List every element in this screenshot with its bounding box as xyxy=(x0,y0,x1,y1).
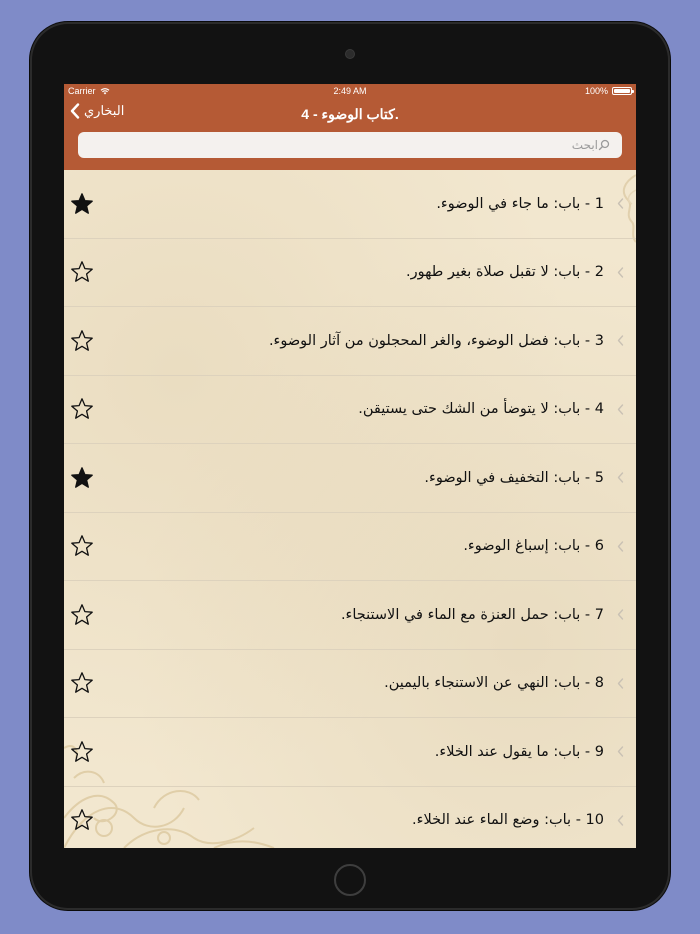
star-outline-icon[interactable] xyxy=(70,808,94,832)
chevron-left-icon xyxy=(617,678,624,689)
list-item-3[interactable] xyxy=(64,307,636,376)
chevron-left-icon xyxy=(617,609,624,620)
front-camera xyxy=(345,49,355,59)
list-item-1[interactable] xyxy=(64,170,636,239)
list-item-8[interactable] xyxy=(64,650,636,719)
list-item-10[interactable] xyxy=(64,787,636,849)
list-item-label: 3 - باب: فضل الوضوء، والغر المحجلون من آثار الوضوء. xyxy=(268,332,604,349)
list-item-2[interactable] xyxy=(64,239,636,308)
list-item-label: 2 - باب: لا تقبل صلاة بغير طهور. xyxy=(405,264,604,281)
back-label: البخاري xyxy=(84,103,125,118)
page-title: 4 - كتاب الوضوء. xyxy=(301,106,399,122)
search-bar[interactable] xyxy=(78,132,622,158)
list-item-label: 9 - باب: ما يقول عند الخلاء. xyxy=(434,743,604,760)
status-time: 2:49 AM xyxy=(333,86,367,96)
list-item-label: 10 - باب: وضع الماء عند الخلاء. xyxy=(412,812,604,829)
list-item-label: 7 - باب: حمل العنزة مع الماء في الاستنجاء. xyxy=(340,606,604,623)
list-item-9[interactable] xyxy=(64,718,636,787)
star-filled-icon[interactable] xyxy=(70,466,94,490)
list-item-4[interactable] xyxy=(64,376,636,445)
chevron-left-icon xyxy=(617,541,624,552)
chevron-left-icon xyxy=(617,472,624,483)
star-outline-icon[interactable] xyxy=(70,397,94,421)
star-outline-icon[interactable] xyxy=(70,329,94,353)
battery-percent: 100% xyxy=(584,86,608,96)
chapter-list xyxy=(64,170,636,848)
star-outline-icon[interactable] xyxy=(70,740,94,764)
star-outline-icon[interactable] xyxy=(70,534,94,558)
home-button[interactable] xyxy=(334,864,366,896)
star-outline-icon[interactable] xyxy=(70,260,94,284)
chevron-left-icon xyxy=(617,198,624,209)
list-item-label: 5 - باب: التخفيف في الوضوء. xyxy=(424,469,604,486)
navigation-bar xyxy=(64,98,636,170)
chevron-left-icon xyxy=(617,335,624,346)
list-item-label: 1 - باب: ما جاء في الوضوء. xyxy=(436,195,604,212)
star-outline-icon[interactable] xyxy=(70,603,94,627)
list-item-6[interactable] xyxy=(64,513,636,582)
app-screen xyxy=(64,84,636,848)
search-icon xyxy=(598,139,610,151)
chevron-left-icon xyxy=(617,815,624,826)
list-item-label: 4 - باب: لا يتوضأ من الشك حتى يستيقن. xyxy=(358,401,604,418)
chevron-left-icon xyxy=(617,404,624,415)
star-outline-icon[interactable] xyxy=(70,671,94,695)
list-item-label: 6 - باب: إسباغ الوضوء. xyxy=(463,538,604,555)
carrier-label: Carrier xyxy=(68,86,96,96)
list-item-7[interactable] xyxy=(64,581,636,650)
chevron-left-icon xyxy=(617,267,624,278)
list-item-5[interactable] xyxy=(64,444,636,513)
search-input[interactable] xyxy=(558,138,598,152)
chevron-left-icon xyxy=(617,746,624,757)
battery-icon xyxy=(612,87,632,95)
list-item-label: 8 - باب: النهي عن الاستنجاء باليمين. xyxy=(384,675,604,692)
star-filled-icon[interactable] xyxy=(70,192,94,216)
status-bar xyxy=(64,84,636,98)
